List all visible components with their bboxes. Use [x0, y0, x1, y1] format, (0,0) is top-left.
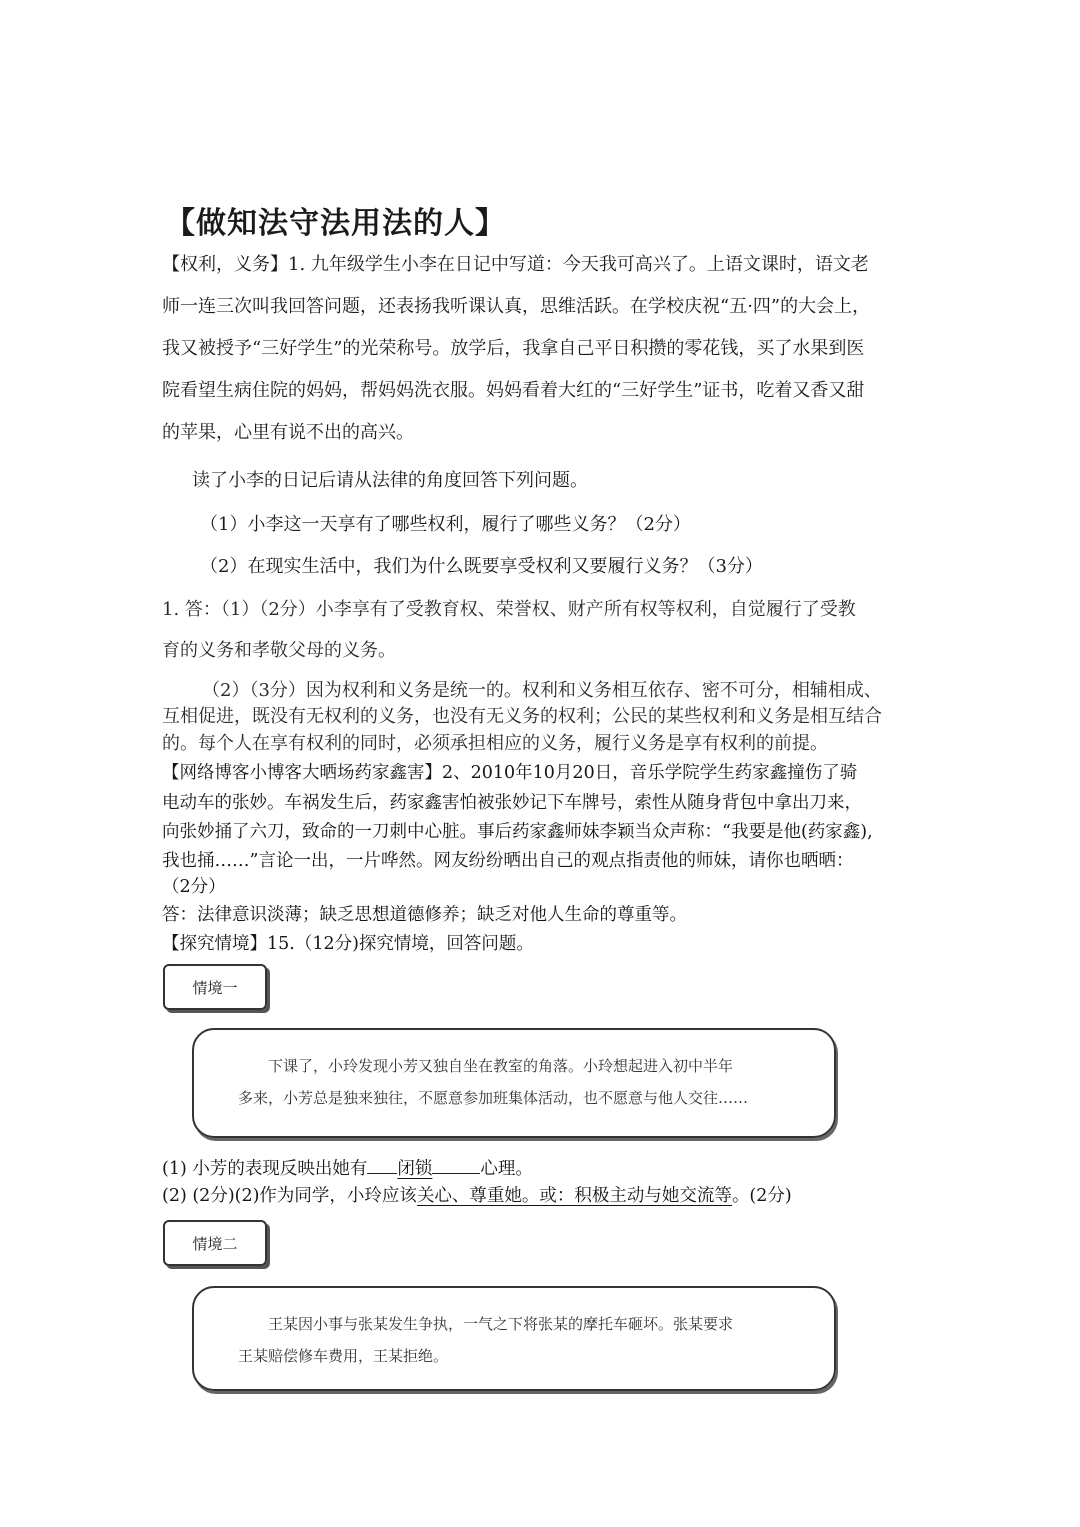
q3-item-1-prefix: (1) 小芳的表现反映出她有	[162, 1159, 368, 1179]
scene-1-tag: 情境一	[163, 964, 267, 1010]
q1-answer-line-4: 互相促进，既没有无权利的义务，也没有无义务的权利；公民的某些权利和义务是相互结合	[162, 706, 882, 727]
q1-line-5: 的苹果，心里有说不出的高兴。	[162, 422, 414, 443]
q3-item-1-blank-gap-left	[367, 1172, 397, 1174]
q1-answer-line-3: （2）（3分）因为权利和义务是统一的。权利和义务相互依存、密不可分，相辅相成、	[202, 680, 882, 701]
q2-line-5: （2分）	[162, 877, 226, 897]
q2-line-1: 【网络博客小博客大晒场药家鑫害】2、2010年10月20日，音乐学院学生药家鑫撞伤了骑	[162, 763, 858, 783]
scene-2-box	[192, 1286, 836, 1391]
q3-item-2-answer: 关心、尊重她。或：积极主动与她交流等	[416, 1186, 732, 1206]
q3-item-1-suffix: 心理。	[480, 1159, 533, 1179]
q2-line-4: 我也捅……”言论一出，一片哗然。网友纷纷晒出自己的观点指责他的师妹，请你也晒晒：	[162, 851, 854, 871]
scene-2-text-line-2: 王某赔偿修车费用，王某拒绝。	[238, 1347, 449, 1365]
scene-1-text-line-2: 多来，小芳总是独来独往，不愿意参加班集体活动，也不愿意与他人交往……	[238, 1089, 749, 1107]
scene-1-box	[192, 1028, 836, 1138]
q1-sub-question-1: （1）小李这一天享有了哪些权利，履行了哪些义务？（2分）	[200, 514, 691, 535]
q1-sub-question-2: （2）在现实生活中，我们为什么既要享受权利又要履行义务？（3分）	[200, 556, 763, 577]
q2-line-3: 向张妙捅了六刀，致命的一刀刺中心脏。事后药家鑫师妹李颖当众声称：“我要是他(药家鑫),	[162, 822, 873, 842]
q1-prompt: 读了小李的日记后请从法律的角度回答下列问题。	[192, 470, 588, 491]
q3-item-1-answer: 闭锁	[397, 1159, 433, 1179]
q3-item-1-blank-gap-right	[432, 1172, 480, 1174]
scene-2-text-line-1: 王某因小事与张某发生争执，一气之下将张某的摩托车砸坏。张某要求	[268, 1315, 734, 1333]
q1-line-4: 院看望生病住院的妈妈，帮妈妈洗衣服。妈妈看着大红的“三好学生”证书，吃着又香又甜	[162, 380, 865, 401]
q2-line-2: 电动车的张妙。车祸发生后，药家鑫害怕被张妙记下车牌号，索性从随身背包中拿出刀来，	[162, 793, 862, 813]
q3-item-2	[162, 1182, 792, 1207]
scene-1-text-line-1: 下课了，小玲发现小芳又独自坐在教室的角落。小玲想起进入初中半年	[268, 1057, 734, 1075]
q1-line-2: 师一连三次叫我回答问题，还表扬我听课认真，思维活跃。在学校庆祝“五·四”的大会上，	[162, 296, 871, 317]
q1-answer-line-1: 1. 答：（1）（2分）小李享有了受教育权、荣誉权、财产所有权等权利，自觉履行了受教	[162, 599, 856, 620]
q3-item-1	[162, 1155, 533, 1180]
q1-answer-line-2: 育的义务和孝敬父母的义务。	[162, 640, 396, 661]
q3-item-2-suffix: 。(2分)	[731, 1186, 792, 1206]
scene-2-tag: 情境二	[163, 1220, 267, 1266]
q1-line-1: 【权利，义务】1. 九年级学生小李在日记中写道：今天我可高兴了。上语文课时，语文老	[162, 254, 869, 275]
q1-answer-line-5: 的。每个人在享有权利的同时，必须承担相应的义务，履行义务是享有权利的前提。	[162, 733, 828, 754]
q3-item-2-prefix: (2) (2分)(2)作为同学，小玲应该	[162, 1186, 417, 1206]
page-title: 【做知法守法用法的人】	[165, 206, 506, 241]
q1-line-3: 我又被授予“三好学生”的光荣称号。放学后，我拿自己平日积攒的零花钱，买了水果到医	[162, 338, 865, 359]
q2-answer: 答：法律意识淡薄；缺乏思想道德修养；缺乏对他人生命的尊重等。	[162, 905, 687, 925]
q3-intro: 【探究情境】15.（12分)探究情境，回答问题。	[162, 934, 534, 954]
